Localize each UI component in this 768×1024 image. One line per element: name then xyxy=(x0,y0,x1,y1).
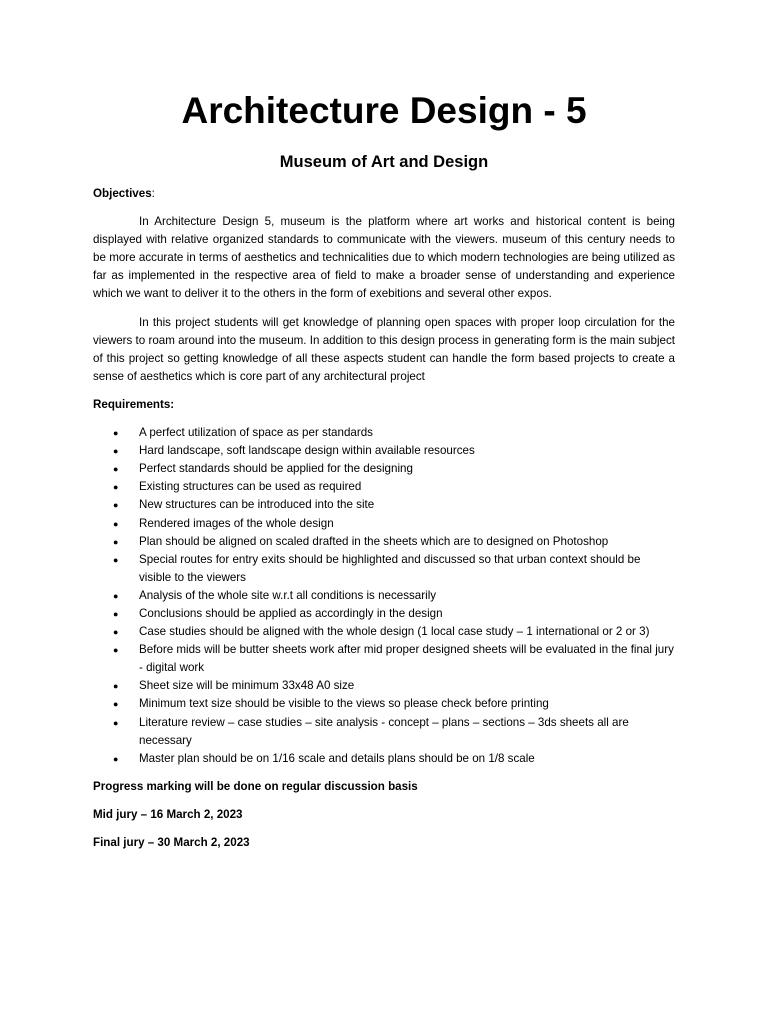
requirement-text: New structures can be introduced into the site xyxy=(139,498,375,512)
requirement-item xyxy=(93,623,675,641)
requirement-item xyxy=(93,641,675,677)
objectives-heading xyxy=(93,185,675,203)
document-body xyxy=(93,185,675,862)
requirements-list xyxy=(93,424,675,768)
bullet-icon: ● xyxy=(113,464,119,475)
bullet-icon: ● xyxy=(113,446,119,457)
requirement-item xyxy=(93,496,675,514)
final-jury-date: Final jury – 30 March 2, 2023 xyxy=(93,836,250,849)
requirement-item xyxy=(93,533,675,551)
requirement-item xyxy=(93,695,675,713)
requirement-item xyxy=(93,605,675,623)
bullet-icon: ● xyxy=(113,500,119,511)
requirement-item xyxy=(93,714,675,750)
requirement-text: Analysis of the whole site w.r.t all conditions is necessarily xyxy=(139,588,437,602)
requirement-text: Sheet size will be minimum 33x48 A0 size xyxy=(139,679,355,693)
requirement-text: Existing structures can be used as required xyxy=(139,480,362,494)
requirement-text: Minimum text size should be visible to the views so please check before printing xyxy=(139,697,549,711)
document-subtitle: Museum of Art and Design xyxy=(279,153,489,171)
mid-jury-date: Mid jury – 16 March 2, 2023 xyxy=(93,807,243,821)
requirement-item xyxy=(93,515,675,533)
objectives-colon: : xyxy=(151,187,155,200)
bullet-icon: ● xyxy=(113,428,119,439)
objectives-paragraph-2: In this project students will get knowledge of planning open spaces with proper loop circulation for the viewers to roam around into the museum. In addition to this design process in generating form is the main subject of this project so getting knowledge of all these aspects student can handle the form based projects to create a sense of aesthetics which is core part of any architectural project xyxy=(93,315,675,383)
bullet-icon: ● xyxy=(113,590,119,601)
requirement-text: Perfect standards should be applied for the designing xyxy=(139,462,413,476)
requirement-text: Special routes for entry exits should be highlighted and discussed so that urban context should be visible to the viewers xyxy=(139,552,641,584)
requirement-text: A perfect utilization of space as per standards xyxy=(139,426,373,440)
requirement-text: Hard landscape, soft landscape design within available resources xyxy=(139,444,475,458)
requirement-item xyxy=(93,551,675,587)
bullet-icon: ● xyxy=(113,717,119,728)
requirement-text: Literature review – case studies – site analysis - concept – plans – sections – 3ds sheets all are necessary xyxy=(139,715,629,747)
requirements-heading: Requirements: xyxy=(93,397,175,411)
bullet-icon: ● xyxy=(113,681,119,692)
document-title: Architecture Design - 5 xyxy=(181,90,587,131)
requirement-text: Case studies should be aligned with the whole design (1 local case study – 1 international or 2 or 3) xyxy=(139,625,650,639)
requirement-text: Conclusions should be applied as accordingly in the design xyxy=(139,606,443,620)
bullet-icon: ● xyxy=(113,699,119,710)
requirement-text: Rendered images of the whole design xyxy=(139,516,334,530)
requirement-item xyxy=(93,587,675,605)
requirement-item xyxy=(93,460,675,478)
bullet-icon: ● xyxy=(113,627,119,638)
bullet-icon: ● xyxy=(113,482,119,493)
requirement-item xyxy=(93,442,675,460)
bullet-icon: ● xyxy=(113,554,119,565)
requirement-item xyxy=(93,677,675,695)
objectives-paragraph-1: In Architecture Design 5, museum is the platform where art works and historical content is being displayed with relative organized standards to communicate with the viewers. museum of this century needs to be more accurate in terms of aesthetics and technicalities due to which modern technologies are being utilized as far as implemented in the respective area of field to make a broader sense of understanding and experience which we want to deliver it to the others in the form of exebitions and several other expos. xyxy=(93,215,675,301)
bullet-icon: ● xyxy=(113,536,119,547)
requirement-item xyxy=(93,750,675,768)
requirement-item xyxy=(93,478,675,496)
requirement-text: Plan should be aligned on scaled drafted in the sheets which are to designed on Photoshop xyxy=(139,534,609,548)
bullet-icon: ● xyxy=(113,518,119,529)
objectives-label: Objectives xyxy=(93,187,152,200)
bullet-icon: ● xyxy=(113,753,119,764)
requirement-text: Master plan should be on 1/16 scale and details plans should be on 1/8 scale xyxy=(139,751,535,765)
bullet-icon: ● xyxy=(113,645,119,656)
bullet-icon: ● xyxy=(113,608,119,619)
progress-note: Progress marking will be done on regular discussion basis xyxy=(93,779,418,793)
requirement-text: Before mids will be butter sheets work after mid proper designed sheets will be evaluated in the final jury - digital work xyxy=(139,643,674,675)
requirement-item xyxy=(93,424,675,442)
